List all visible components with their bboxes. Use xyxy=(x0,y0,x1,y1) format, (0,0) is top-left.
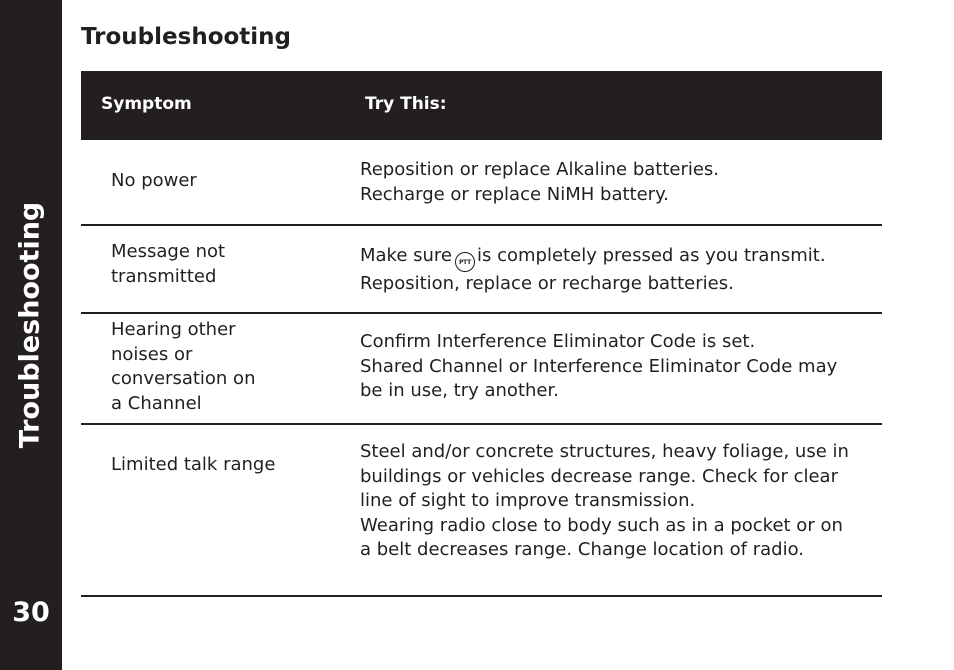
symptom-line: Message not xyxy=(111,241,226,262)
row-solution xyxy=(360,158,882,207)
solution-line: be in use, try another. xyxy=(360,380,559,401)
solution-line: Confirm Interference Eliminator Code is set. xyxy=(360,331,756,352)
solution-line: Reposition, replace or recharge batteries. xyxy=(360,273,734,294)
row-symptom xyxy=(111,240,225,289)
solution-line: Reposition or replace Alkaline batteries. xyxy=(360,159,720,180)
solution-text-before-icon: Make sure xyxy=(360,245,453,266)
symptom-line: noises or xyxy=(111,343,193,365)
table-row xyxy=(81,314,882,425)
ptt-button-icon: PTT xyxy=(455,252,475,272)
side-tab-title: Troubleshooting xyxy=(14,201,46,449)
page-title: Troubleshooting xyxy=(81,24,292,50)
row-solution xyxy=(360,440,882,563)
symptom-line: transmitted xyxy=(111,265,217,287)
solution-line: Wearing radio close to body such as in a pocket or on xyxy=(360,514,843,536)
row-symptom xyxy=(111,453,275,478)
solution-line: buildings or vehicles decrease range. Check for clear xyxy=(360,465,838,487)
symptom-line: a Channel xyxy=(111,392,202,414)
solution-line: Recharge or replace NiMH battery. xyxy=(360,183,669,205)
row-symptom xyxy=(111,169,197,194)
solution-line: Shared Channel or Interference Eliminator Code may xyxy=(360,355,838,377)
solution-line: Steel and/or concrete structures, heavy foliage, use in xyxy=(360,441,849,462)
symptom-line: Hearing other xyxy=(111,319,236,340)
symptom-line: No power xyxy=(111,170,197,191)
page-number: 30 xyxy=(12,597,50,628)
table-row xyxy=(81,425,882,597)
solution-text-after-icon: is completely pressed as you transmit. xyxy=(477,245,826,266)
side-tab xyxy=(0,0,62,670)
table-header xyxy=(81,71,882,140)
solution-line xyxy=(360,244,882,272)
column-header-try-this: Try This: xyxy=(365,94,447,114)
symptom-line: Limited talk range xyxy=(111,454,276,475)
row-solution xyxy=(360,244,882,297)
solution-line: line of sight to improve transmission. xyxy=(360,490,696,511)
table-row xyxy=(81,140,882,226)
row-solution xyxy=(360,330,882,404)
symptom-line: conversation on xyxy=(111,368,256,389)
table-row xyxy=(81,226,882,314)
solution-line: a belt decreases range. Change location of radio. xyxy=(360,539,804,560)
row-symptom xyxy=(111,318,255,416)
column-header-symptom: Symptom xyxy=(101,94,192,114)
